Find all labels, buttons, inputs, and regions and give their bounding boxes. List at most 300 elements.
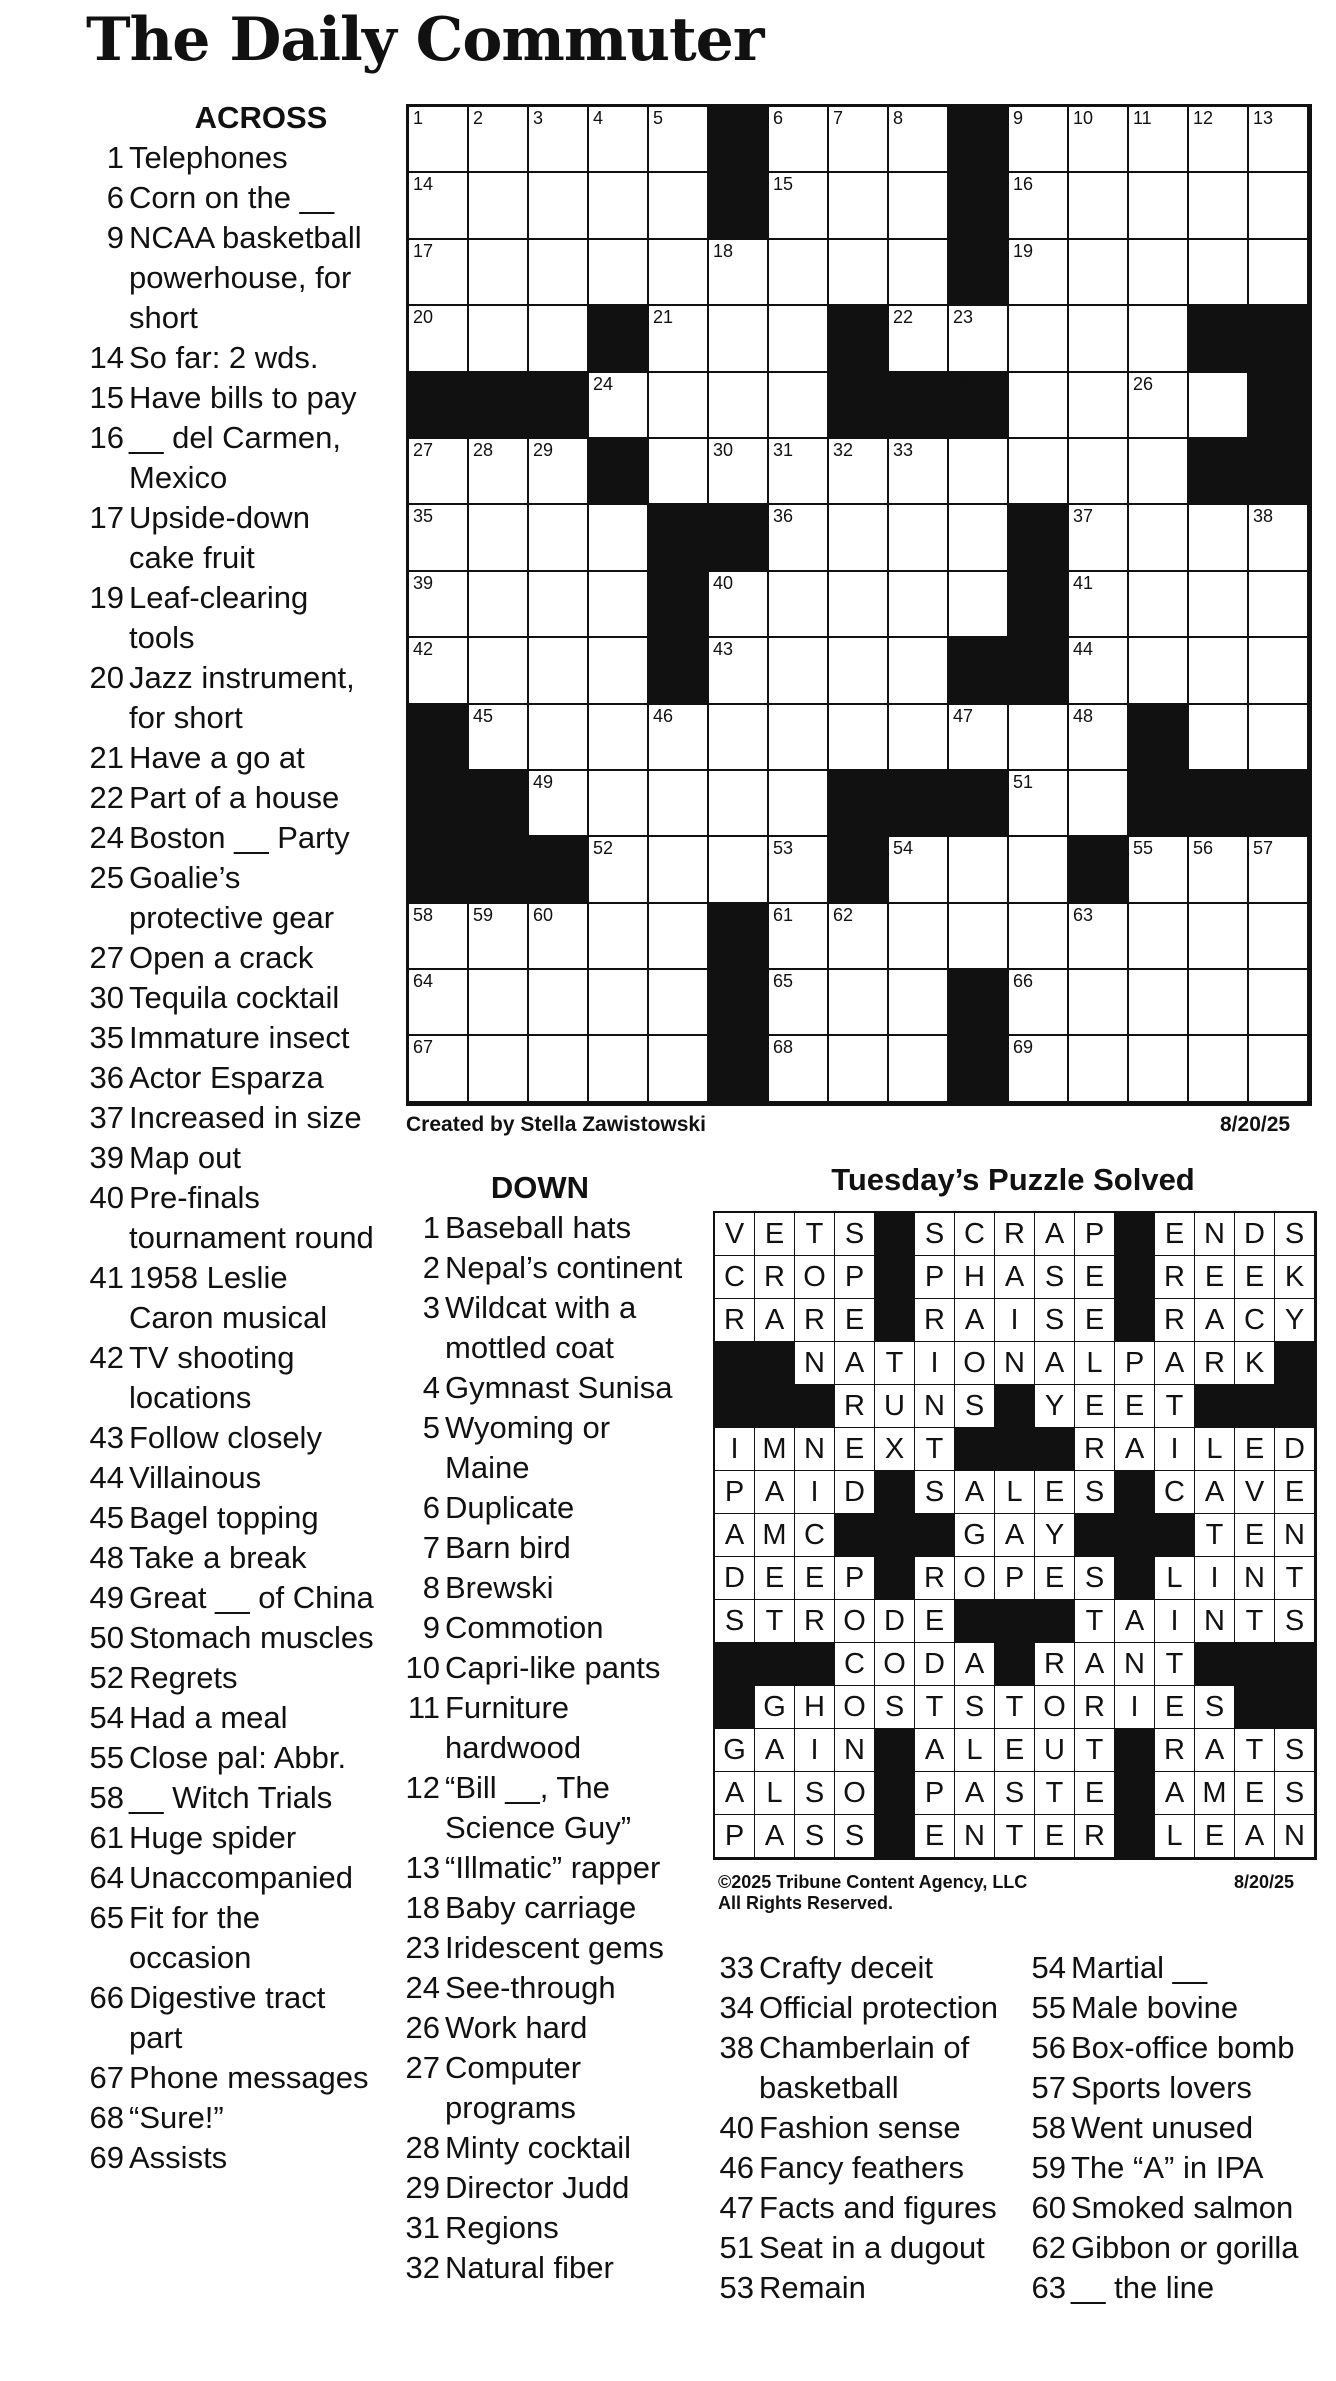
solution-black-square <box>755 1643 795 1686</box>
grid-cell[interactable] <box>1009 904 1069 970</box>
clue-number: 8 <box>422 1570 440 1605</box>
grid-cell[interactable] <box>1249 505 1309 571</box>
grid-cell[interactable] <box>769 837 829 903</box>
grid-cell[interactable] <box>589 107 649 173</box>
solution-letter: O <box>1035 1686 1075 1729</box>
cell-number: 5 <box>653 108 664 128</box>
grid-cell[interactable] <box>1129 373 1189 439</box>
clue-item <box>1026 1988 1326 2028</box>
solution-black-square <box>875 1514 915 1557</box>
grid-cell[interactable] <box>829 638 889 704</box>
grid-cell[interactable] <box>1189 240 1249 306</box>
grid-cell[interactable] <box>409 240 469 306</box>
grid-cell[interactable] <box>1129 439 1189 505</box>
grid-cell[interactable] <box>769 505 829 571</box>
grid-cell[interactable] <box>529 970 589 1036</box>
grid-cell[interactable] <box>889 904 949 970</box>
grid-cell[interactable] <box>1069 373 1129 439</box>
grid-cell[interactable] <box>469 107 529 173</box>
grid-cell[interactable] <box>1069 107 1129 173</box>
grid-cell[interactable] <box>1069 970 1129 1036</box>
grid-cell[interactable] <box>949 439 1009 505</box>
solution-letter: T <box>995 1815 1035 1858</box>
grid-cell[interactable] <box>529 306 589 372</box>
grid-cell[interactable] <box>529 638 589 704</box>
grid-cell[interactable] <box>1189 505 1249 571</box>
grid-cell[interactable] <box>1069 173 1129 239</box>
grid-cell[interactable] <box>769 107 829 173</box>
grid-cell[interactable] <box>1009 173 1069 239</box>
solution-letter: N <box>1195 1213 1235 1256</box>
clue-item <box>400 2008 690 2048</box>
clue-text: Have bills to pay <box>129 380 357 415</box>
grid-cell[interactable] <box>769 173 829 239</box>
grid-cell[interactable] <box>889 107 949 173</box>
black-square <box>1249 306 1309 372</box>
grid-cell[interactable] <box>1129 505 1189 571</box>
grid-cell[interactable] <box>1009 107 1069 173</box>
grid-cell[interactable] <box>1069 505 1129 571</box>
clue-item <box>714 2028 1014 2108</box>
grid-cell[interactable] <box>469 306 529 372</box>
solution-letter: G <box>715 1729 755 1772</box>
grid-cell[interactable] <box>1249 240 1309 306</box>
clue-number: 45 <box>89 1500 124 1535</box>
grid-cell[interactable] <box>889 572 949 638</box>
grid-cell[interactable] <box>709 837 769 903</box>
grid-cell[interactable] <box>1009 837 1069 903</box>
grid-cell[interactable] <box>649 1036 709 1102</box>
clue-text: Minty cocktail <box>445 2130 632 2165</box>
grid-cell[interactable] <box>1249 904 1309 970</box>
grid-cell[interactable] <box>769 240 829 306</box>
black-square <box>469 837 529 903</box>
solution-letter: S <box>875 1686 915 1729</box>
clue-number: 5 <box>422 1410 440 1445</box>
grid-cell[interactable] <box>589 240 649 306</box>
grid-cell[interactable] <box>469 572 529 638</box>
grid-cell[interactable] <box>709 306 769 372</box>
cell-number: 21 <box>653 307 674 328</box>
grid-cell[interactable] <box>409 439 469 505</box>
grid-cell[interactable] <box>589 572 649 638</box>
clue-item <box>84 418 374 498</box>
clue-item <box>84 1418 374 1458</box>
grid-cell[interactable] <box>649 173 709 239</box>
solution-letter: S <box>1275 1729 1315 1772</box>
grid-cell[interactable] <box>409 904 469 970</box>
grid-cell[interactable] <box>1249 1036 1309 1102</box>
clue-number: 43 <box>89 1420 124 1455</box>
clue-item <box>84 1178 374 1258</box>
grid-cell[interactable] <box>529 240 589 306</box>
grid-cell[interactable] <box>1249 173 1309 239</box>
grid-cell[interactable] <box>949 705 1009 771</box>
clue-item <box>84 2058 374 2098</box>
grid-cell[interactable] <box>409 107 469 173</box>
grid-cell[interactable] <box>529 505 589 571</box>
solution-letter: A <box>715 1772 755 1815</box>
cell-number: 29 <box>533 439 554 460</box>
grid-cell[interactable] <box>589 505 649 571</box>
grid-cell[interactable] <box>1129 306 1189 372</box>
grid-cell[interactable] <box>769 771 829 837</box>
cell-number: 7 <box>833 108 844 128</box>
grid-cell[interactable] <box>1009 970 1069 1036</box>
grid-cell[interactable] <box>649 904 709 970</box>
grid-cell[interactable] <box>769 638 829 704</box>
grid-cell[interactable] <box>469 638 529 704</box>
clue-item <box>400 1568 690 1608</box>
grid-cell[interactable] <box>1189 705 1249 771</box>
clue-number: 62 <box>1031 2230 1066 2265</box>
grid-cell[interactable] <box>889 1036 949 1102</box>
grid-cell[interactable] <box>889 638 949 704</box>
solution-black-square <box>1115 1772 1155 1815</box>
grid-cell[interactable] <box>769 373 829 439</box>
clue-text: Open a crack <box>129 940 314 975</box>
grid-cell[interactable] <box>709 705 769 771</box>
clue-text: Facts and figures <box>759 2190 997 2225</box>
clue-number: 57 <box>1031 2070 1066 2105</box>
grid-cell[interactable] <box>1189 1036 1249 1102</box>
copyright-line-1: ©2025 Tribune Content Agency, LLC <box>718 1872 1028 1892</box>
grid-cell[interactable] <box>589 638 649 704</box>
solution-letter: S <box>1075 1471 1115 1514</box>
grid-cell[interactable] <box>649 837 709 903</box>
grid-cell[interactable] <box>889 306 949 372</box>
solution-letter: R <box>1035 1643 1075 1686</box>
solution-letter: I <box>1195 1557 1235 1600</box>
grid-cell[interactable] <box>409 638 469 704</box>
grid-cell[interactable] <box>769 970 829 1036</box>
grid-cell[interactable] <box>949 505 1009 571</box>
grid-cell[interactable] <box>1069 705 1129 771</box>
grid-cell[interactable] <box>589 173 649 239</box>
grid-cell[interactable] <box>1009 705 1069 771</box>
grid-cell[interactable] <box>1249 837 1309 903</box>
solution-letter: E <box>1195 1256 1235 1299</box>
grid-cell[interactable] <box>469 173 529 239</box>
cell-number: 41 <box>1073 572 1094 593</box>
cell-number: 2 <box>473 108 484 128</box>
solution-letter: T <box>915 1428 955 1471</box>
grid-cell[interactable] <box>529 771 589 837</box>
grid-cell[interactable] <box>769 904 829 970</box>
grid-cell[interactable] <box>829 705 889 771</box>
grid-cell[interactable] <box>1069 439 1129 505</box>
solution-letter: P <box>715 1471 755 1514</box>
grid-cell[interactable] <box>649 970 709 1036</box>
clue-number: 38 <box>719 2030 754 2065</box>
grid-cell[interactable] <box>1129 1036 1189 1102</box>
black-square <box>649 572 709 638</box>
grid-cell[interactable] <box>829 107 889 173</box>
grid-cell[interactable] <box>1129 240 1189 306</box>
grid-cell[interactable] <box>889 970 949 1036</box>
clue-item <box>400 1408 690 1488</box>
grid-cell[interactable] <box>1129 638 1189 704</box>
clue-number: 49 <box>89 1580 124 1615</box>
solution-black-square <box>1115 1299 1155 1342</box>
solution-letter: T <box>1275 1557 1315 1600</box>
black-square <box>409 373 469 439</box>
clue-item <box>84 658 374 738</box>
cell-number: 67 <box>413 1037 434 1058</box>
grid-cell[interactable] <box>1189 173 1249 239</box>
clue-item <box>1026 1948 1326 1988</box>
grid-cell[interactable] <box>709 638 769 704</box>
clue-number: 48 <box>89 1540 124 1575</box>
grid-cell[interactable] <box>409 970 469 1036</box>
grid-cell[interactable] <box>709 439 769 505</box>
grid-cell[interactable] <box>829 904 889 970</box>
solution-letter: N <box>795 1342 835 1385</box>
grid-cell[interactable] <box>709 373 769 439</box>
solution-letter: P <box>1075 1213 1115 1256</box>
clue-text: Work hard <box>445 2010 588 2045</box>
grid-cell[interactable] <box>1249 638 1309 704</box>
grid-cell[interactable] <box>709 240 769 306</box>
grid-cell[interactable] <box>649 306 709 372</box>
grid-cell[interactable] <box>1189 904 1249 970</box>
grid-cell[interactable] <box>889 505 949 571</box>
clue-item <box>84 1498 374 1538</box>
black-square <box>829 306 889 372</box>
grid-cell[interactable] <box>469 904 529 970</box>
grid-cell[interactable] <box>649 240 709 306</box>
clue-item <box>84 338 374 378</box>
grid-cell[interactable] <box>1189 970 1249 1036</box>
clue-number: 63 <box>1031 2270 1066 2305</box>
grid-cell[interactable] <box>1069 638 1129 704</box>
grid-cell[interactable] <box>1189 638 1249 704</box>
grid-cell[interactable] <box>949 904 1009 970</box>
solution-letter: A <box>995 1256 1035 1299</box>
grid-cell[interactable] <box>1129 572 1189 638</box>
grid-cell[interactable] <box>529 1036 589 1102</box>
solution-letter: E <box>915 1600 955 1643</box>
solution-letter: R <box>795 1600 835 1643</box>
grid-cell[interactable] <box>1129 970 1189 1036</box>
grid-cell[interactable] <box>409 1036 469 1102</box>
grid-cell[interactable] <box>589 837 649 903</box>
grid-cell[interactable] <box>709 771 769 837</box>
grid-cell[interactable] <box>409 306 469 372</box>
clue-number: 23 <box>405 1930 440 1965</box>
grid-cell[interactable] <box>529 572 589 638</box>
solution-letter: A <box>1115 1428 1155 1471</box>
solution-letter: E <box>1075 1385 1115 1428</box>
grid-cell[interactable] <box>1129 837 1189 903</box>
solution-letter: H <box>795 1686 835 1729</box>
cell-number: 60 <box>533 904 554 925</box>
grid-cell[interactable] <box>889 837 949 903</box>
grid-cell[interactable] <box>829 970 889 1036</box>
grid-cell[interactable] <box>1069 1036 1129 1102</box>
solution-letter: N <box>1235 1557 1275 1600</box>
solution-letter: R <box>1155 1299 1195 1342</box>
grid-cell[interactable] <box>409 572 469 638</box>
grid-cell[interactable] <box>1009 306 1069 372</box>
grid-cell[interactable] <box>889 173 949 239</box>
grid-cell[interactable] <box>409 505 469 571</box>
black-square <box>949 1036 1009 1102</box>
grid-cell[interactable] <box>1009 439 1069 505</box>
grid-cell[interactable] <box>1069 904 1129 970</box>
grid-cell[interactable] <box>1249 107 1309 173</box>
grid-cell[interactable] <box>1009 771 1069 837</box>
grid-cell[interactable] <box>649 373 709 439</box>
black-square <box>889 373 949 439</box>
grid-cell[interactable] <box>469 240 529 306</box>
grid-cell[interactable] <box>469 439 529 505</box>
grid-cell[interactable] <box>529 173 589 239</box>
solution-black-square <box>795 1385 835 1428</box>
grid-cell[interactable] <box>1009 240 1069 306</box>
solution-black-square <box>1275 1385 1315 1428</box>
solution-letter: A <box>955 1643 995 1686</box>
solution-black-square <box>995 1643 1035 1686</box>
grid-cell[interactable] <box>829 240 889 306</box>
grid-cell[interactable] <box>469 1036 529 1102</box>
page-title: The Daily Commuter <box>86 5 764 75</box>
grid-cell[interactable] <box>649 771 709 837</box>
black-square <box>949 173 1009 239</box>
clue-text: Fashion sense <box>759 2110 961 2145</box>
solution-letter: P <box>835 1256 875 1299</box>
black-square <box>469 771 529 837</box>
grid-cell[interactable] <box>1069 771 1129 837</box>
grid-cell[interactable] <box>889 240 949 306</box>
grid-cell[interactable] <box>469 505 529 571</box>
grid-cell[interactable] <box>829 173 889 239</box>
grid-cell[interactable] <box>1189 373 1249 439</box>
clue-item <box>84 1738 374 1778</box>
cell-number: 40 <box>713 572 734 593</box>
grid-cell[interactable] <box>589 970 649 1036</box>
solution-black-square <box>715 1686 755 1729</box>
grid-cell[interactable] <box>649 107 709 173</box>
grid-cell[interactable] <box>1189 572 1249 638</box>
grid-cell[interactable] <box>1249 705 1309 771</box>
grid-cell[interactable] <box>1069 240 1129 306</box>
solution-letter: T <box>1075 1729 1115 1772</box>
grid-cell[interactable] <box>949 306 1009 372</box>
solution-letter: T <box>1195 1514 1235 1557</box>
solution-letter: L <box>1155 1815 1195 1858</box>
grid-cell[interactable] <box>829 1036 889 1102</box>
grid-cell[interactable] <box>529 439 589 505</box>
grid-cell[interactable] <box>409 173 469 239</box>
grid-cell[interactable] <box>589 771 649 837</box>
grid-cell[interactable] <box>1189 107 1249 173</box>
cell-number: 49 <box>533 771 554 792</box>
solution-letter: A <box>995 1514 1035 1557</box>
clue-text: Telephones <box>129 140 288 175</box>
grid-cell[interactable] <box>1069 572 1129 638</box>
clue-item <box>84 1258 374 1338</box>
grid-cell[interactable] <box>1249 572 1309 638</box>
clue-text: Pre-finals tournament round <box>129 1180 374 1255</box>
grid-cell[interactable] <box>1069 306 1129 372</box>
clue-text: Immature insect <box>129 1020 350 1055</box>
grid-cell[interactable] <box>709 572 769 638</box>
cell-number: 24 <box>593 373 614 394</box>
grid-cell[interactable] <box>1009 1036 1069 1102</box>
grid-cell[interactable] <box>589 1036 649 1102</box>
black-square <box>1249 439 1309 505</box>
solution-letter: K <box>1235 1342 1275 1385</box>
solution-letter: A <box>1035 1213 1075 1256</box>
down-clues-continued-2 <box>1026 1948 1326 2308</box>
clue-text: TV shooting locations <box>129 1340 295 1415</box>
solution-letter: S <box>915 1213 955 1256</box>
cell-number: 47 <box>953 705 974 726</box>
solution-letter: E <box>1275 1471 1315 1514</box>
clue-item <box>84 1978 374 2058</box>
grid-cell[interactable] <box>649 439 709 505</box>
grid-cell[interactable] <box>769 572 829 638</box>
grid-cell[interactable] <box>469 705 529 771</box>
grid-cell[interactable] <box>649 705 709 771</box>
grid-cell[interactable] <box>529 705 589 771</box>
grid-cell[interactable] <box>469 970 529 1036</box>
grid-cell[interactable] <box>1129 904 1189 970</box>
grid-cell[interactable] <box>529 107 589 173</box>
clue-item <box>84 1578 374 1618</box>
solution-letter: E <box>1235 1514 1275 1557</box>
grid-cell[interactable] <box>1129 173 1189 239</box>
grid-cell[interactable] <box>949 572 1009 638</box>
solution-black-square <box>1115 1729 1155 1772</box>
cell-number: 66 <box>1013 971 1034 992</box>
grid-cell[interactable] <box>769 705 829 771</box>
clue-text: Baby carriage <box>445 1890 637 1925</box>
solution-letter: S <box>955 1686 995 1729</box>
solution-letter: S <box>795 1772 835 1815</box>
grid-cell[interactable] <box>829 505 889 571</box>
grid-cell[interactable] <box>949 837 1009 903</box>
clue-item <box>84 1778 374 1818</box>
grid-cell[interactable] <box>589 705 649 771</box>
clue-number: 27 <box>89 940 124 975</box>
solution-letter: L <box>995 1471 1035 1514</box>
grid-cell[interactable] <box>769 439 829 505</box>
clue-item <box>84 1698 374 1738</box>
solution-letter: L <box>1195 1428 1235 1471</box>
grid-cell[interactable] <box>1189 837 1249 903</box>
clue-item <box>84 1018 374 1058</box>
grid-cell[interactable] <box>1129 107 1189 173</box>
grid-cell[interactable] <box>589 904 649 970</box>
grid-cell[interactable] <box>889 705 949 771</box>
grid-cell[interactable] <box>589 373 649 439</box>
grid-cell[interactable] <box>529 904 589 970</box>
grid-cell[interactable] <box>889 439 949 505</box>
cell-number: 51 <box>1013 771 1034 792</box>
clue-text: Great __ of China <box>129 1580 374 1615</box>
grid-cell[interactable] <box>1249 970 1309 1036</box>
grid-cell[interactable] <box>829 439 889 505</box>
solution-letter: S <box>1275 1600 1315 1643</box>
grid-cell[interactable] <box>769 1036 829 1102</box>
solution-black-square <box>955 1600 995 1643</box>
clue-item <box>400 1208 690 1248</box>
grid-cell[interactable] <box>829 572 889 638</box>
grid-cell[interactable] <box>1009 373 1069 439</box>
grid-cell[interactable] <box>769 306 829 372</box>
